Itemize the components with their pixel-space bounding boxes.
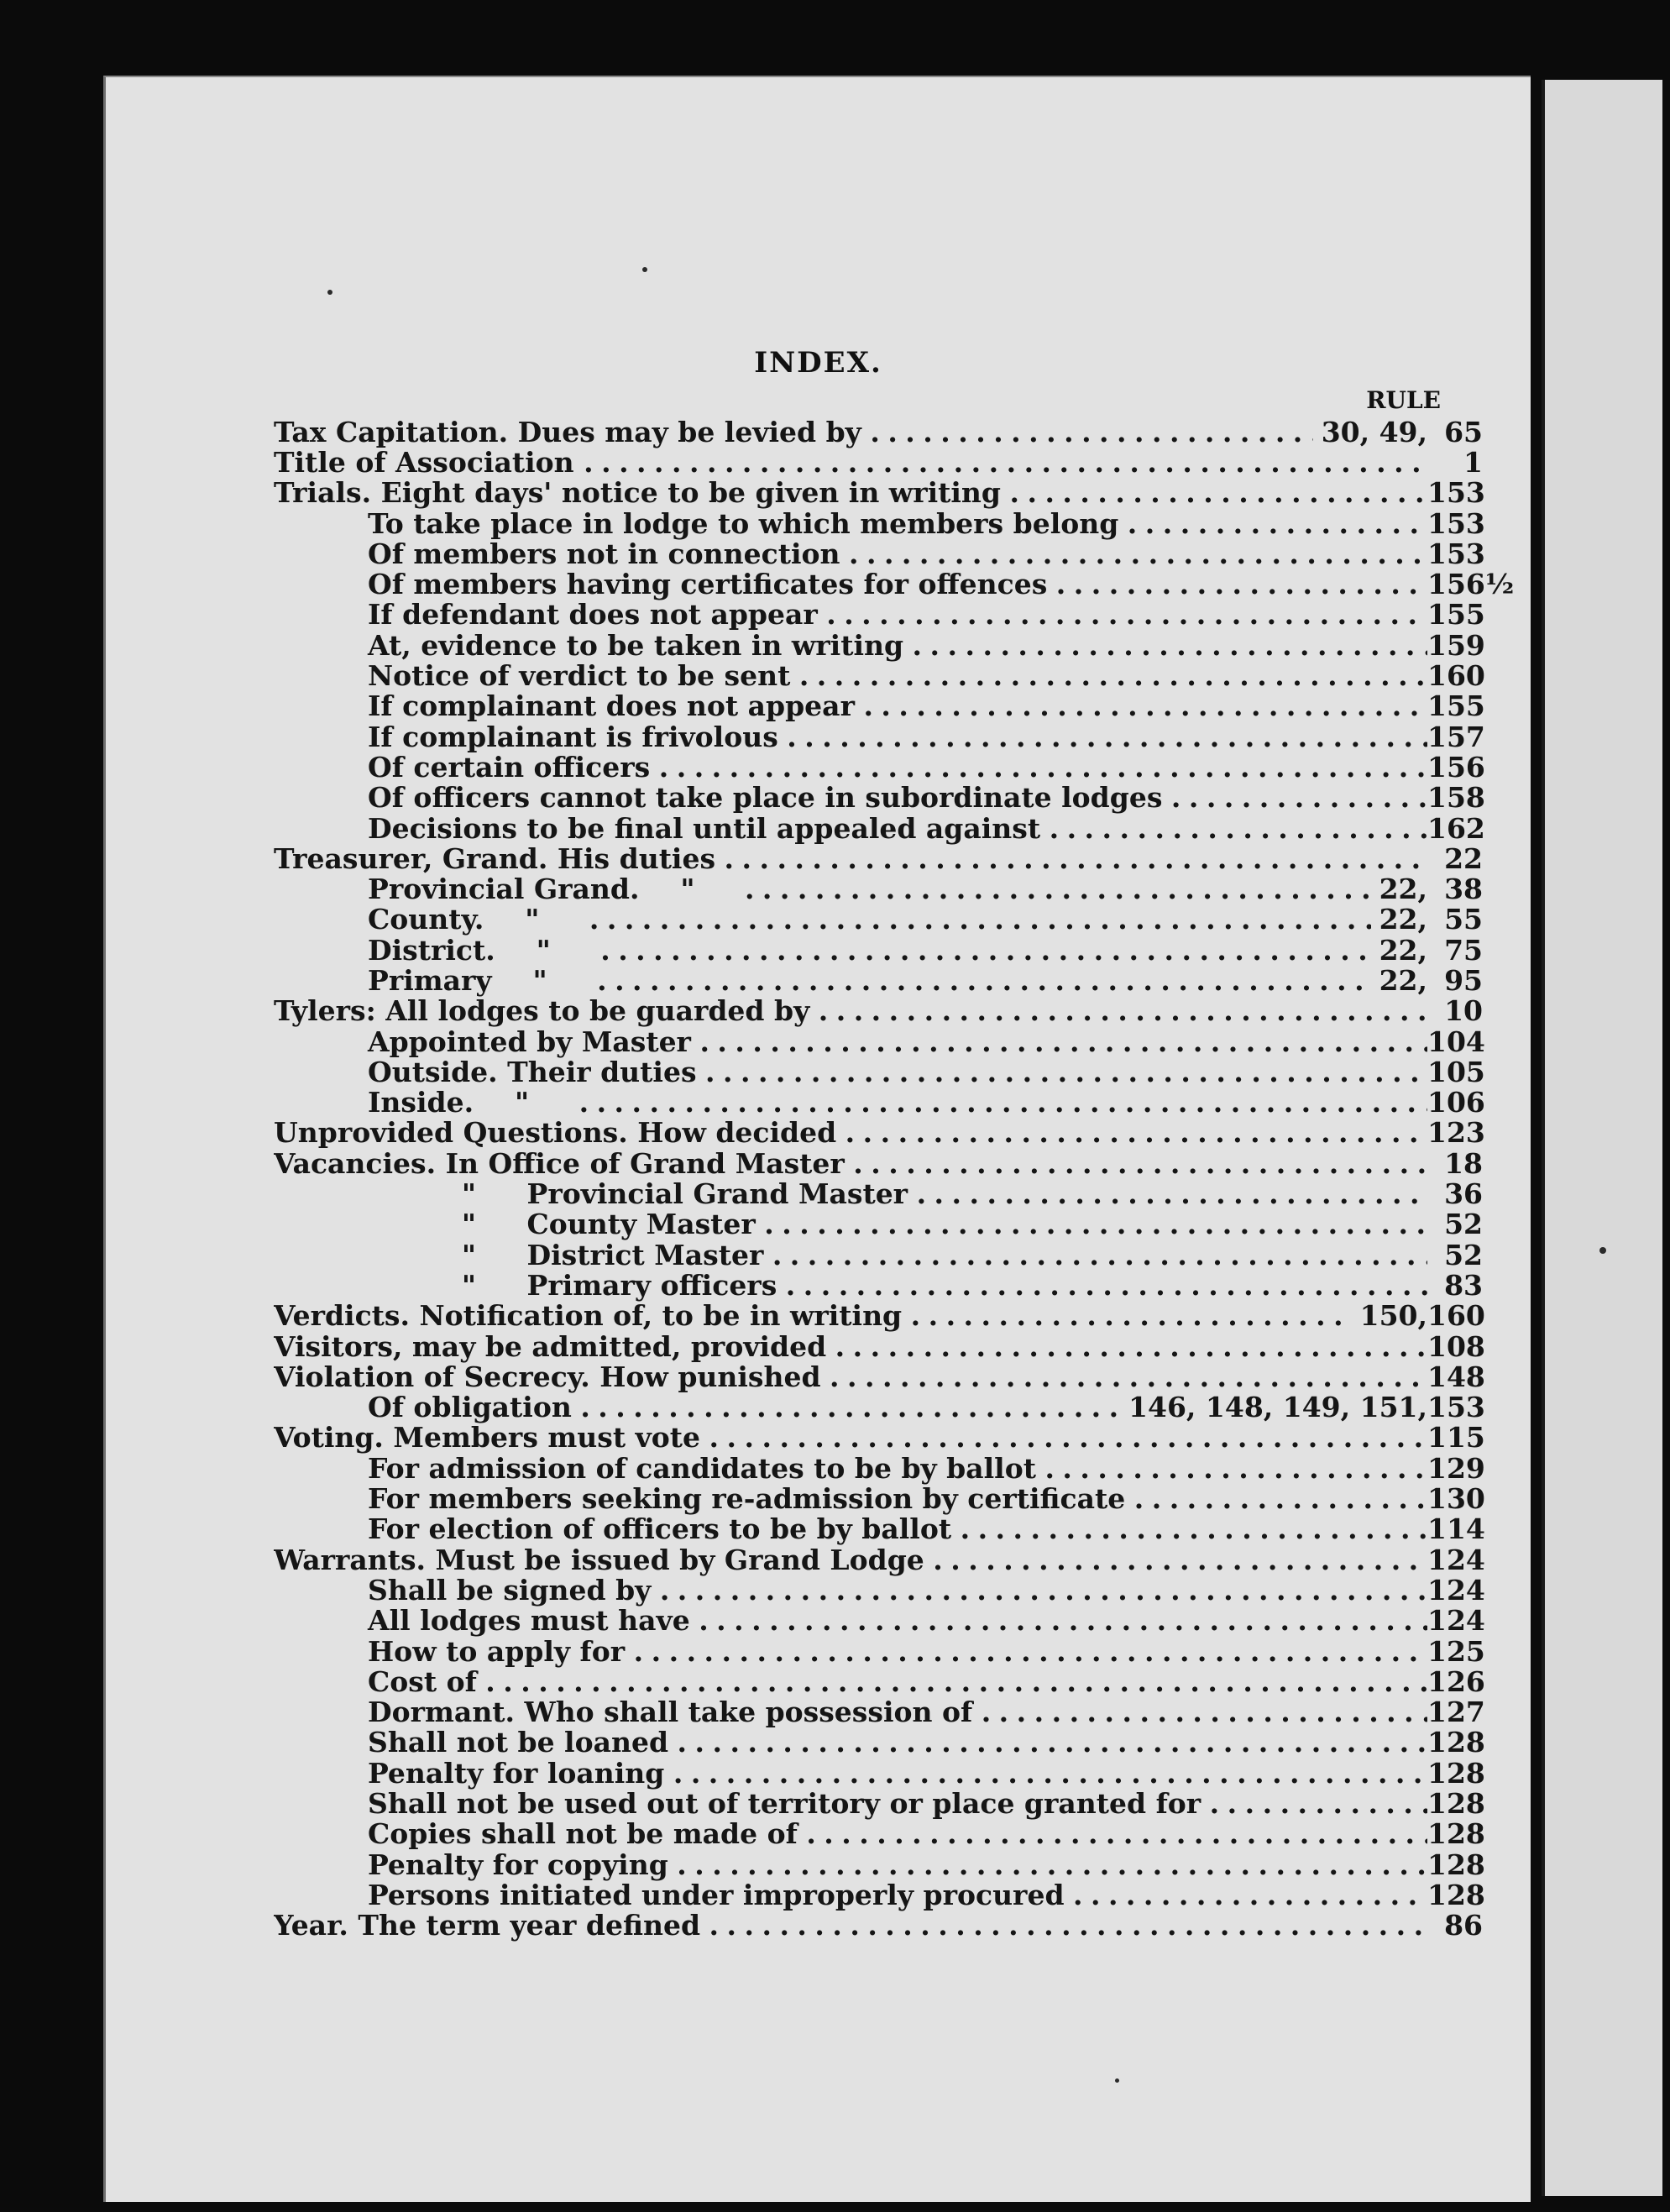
- index-entry: [274, 1787, 1485, 1821]
- entry-rule-number: 153: [1427, 1391, 1485, 1424]
- entry-rule-number: 128: [1427, 1878, 1485, 1911]
- entry-label: [274, 812, 1427, 845]
- entry-text: Must be issued by Grand Lodge: [435, 1543, 924, 1576]
- index-entry: [274, 1056, 1483, 1087]
- entry-rule-number: 128: [1427, 1787, 1485, 1821]
- entry-text: Dormant. Who shall take possession of: [368, 1696, 973, 1729]
- index-entry: [274, 508, 1483, 538]
- entry-rule-number: 156: [1427, 750, 1485, 784]
- entry-heading: Violation of Secrecy.: [274, 1360, 590, 1393]
- entry-label: [274, 1208, 1427, 1240]
- index-entry: [274, 1301, 1483, 1331]
- entry-label: [274, 1544, 1427, 1576]
- entry-text: District Master: [526, 1238, 764, 1271]
- entry-label: [274, 1421, 1427, 1454]
- index-entry: [274, 1666, 1483, 1696]
- entry-rule-number: 128: [1427, 1848, 1485, 1881]
- index-entry: [274, 691, 1483, 721]
- entry-text: At, evidence to be taken in writing: [368, 628, 904, 662]
- entry-label: [274, 1817, 1427, 1850]
- speck: [1115, 2078, 1119, 2083]
- index-entry: [274, 1482, 1485, 1516]
- entry-text: The term year defined: [358, 1909, 701, 1942]
- entry-rule-number: 155: [1427, 689, 1485, 723]
- entry-rule-number: 52: [1444, 1208, 1483, 1241]
- entry-heading: Verdicts.: [274, 1299, 410, 1333]
- entry-rule-number: 106: [1427, 1086, 1485, 1119]
- entry-heading: Tylers:: [274, 994, 376, 1028]
- entry-text: All lodges must have: [368, 1604, 690, 1638]
- entry-text: Decisions to be final until appealed against: [368, 811, 1041, 845]
- entry-label: [274, 416, 1313, 448]
- entry-rule-number: 160: [1427, 1299, 1485, 1333]
- index-entry: [274, 1088, 1483, 1118]
- entry-refs: 22,: [1379, 903, 1427, 936]
- index-entry: [274, 935, 1483, 965]
- entry-text: Provincial Grand Master: [526, 1177, 908, 1211]
- entry-rule-number: 162: [1427, 811, 1485, 845]
- entry-rule-number: 36: [1444, 1177, 1483, 1211]
- ditto-mark: ": [461, 1177, 477, 1211]
- index-entry: [274, 873, 1483, 904]
- entry-label: [274, 1909, 1427, 1942]
- entry-rule-number: 157: [1427, 720, 1485, 753]
- entry-text: For members seeking re-admission by certificate: [368, 1482, 1126, 1516]
- entry-rule-number: 127: [1427, 1696, 1485, 1729]
- entry-text: Members must vote: [393, 1421, 701, 1455]
- index-entry: [274, 538, 1483, 569]
- entry-rule-number: 83: [1444, 1268, 1483, 1302]
- entry-label: [274, 1879, 1427, 1911]
- entry-label: [274, 1665, 1427, 1698]
- entry-label: [274, 1056, 1427, 1088]
- entry-heading: Visitors,: [274, 1329, 403, 1363]
- entry-text: Primary officers: [526, 1268, 777, 1302]
- index-entry: [274, 813, 1483, 843]
- entry-label: [274, 994, 1427, 1027]
- page-title: INDEX.: [754, 346, 882, 380]
- entry-text: Of certain officers: [368, 750, 651, 784]
- ditto-mark: ": [515, 1086, 530, 1119]
- ditto-mark: ": [536, 933, 551, 967]
- entry-label: [274, 1696, 1427, 1728]
- index-entry: [274, 447, 1483, 477]
- entry-text: For election of officers to be by ballot: [368, 1512, 952, 1546]
- entry-rule-number: 124: [1427, 1543, 1485, 1576]
- entry-label: [274, 964, 1371, 997]
- index-entry: [274, 1819, 1483, 1849]
- entry-text: Eight days' notice to be given in writing: [380, 476, 1001, 510]
- entry-text: Notification of, to be in writing: [419, 1299, 903, 1333]
- entry-label: [274, 934, 1371, 967]
- entry-text: Penalty for loaning: [368, 1756, 665, 1790]
- entry-rule-number: 159: [1427, 628, 1485, 662]
- entry-label: [274, 507, 1427, 540]
- entry-label: [274, 781, 1427, 814]
- entry-text: Copies shall not be made of: [368, 1817, 798, 1851]
- entry-label: [274, 1726, 1427, 1759]
- entry-refs: 30, 49,: [1321, 415, 1427, 448]
- index-entry: [274, 1758, 1483, 1788]
- entry-rule-number: 153: [1427, 537, 1485, 570]
- entry-text: Dues may be levied by: [517, 415, 861, 448]
- ditto-mark: ": [461, 1208, 477, 1241]
- entry-text: If complainant does not appear: [368, 689, 855, 723]
- entry-text: How to apply for: [368, 1634, 626, 1668]
- index-entry: [274, 1879, 1483, 1910]
- index-entry: [274, 1696, 1483, 1727]
- entry-heading: Voting.: [274, 1421, 384, 1455]
- index-entry: [274, 843, 1483, 873]
- entry-text: To take place in lodge to which members belong: [368, 506, 1119, 540]
- index-entry: [274, 1209, 1483, 1240]
- index-entry: [274, 659, 1485, 693]
- entry-text: County Master: [526, 1208, 756, 1241]
- ditto-mark: ": [461, 1238, 477, 1271]
- entry-text: Shall not be loaned: [368, 1726, 669, 1759]
- entry-text: Of officers cannot take place in subordinate lodges: [368, 781, 1163, 815]
- entry-label: [274, 1635, 1427, 1668]
- entry-label: [274, 446, 1427, 479]
- entry-heading: Year.: [274, 1909, 348, 1942]
- entry-label: [274, 659, 1427, 692]
- entry-rule-number: 86: [1444, 1909, 1483, 1942]
- ditto-mark: ": [461, 1268, 477, 1302]
- entry-label: [274, 1512, 1427, 1545]
- entry-refs: 22,: [1379, 933, 1427, 967]
- entry-rule-number: 126: [1427, 1664, 1485, 1698]
- entry-rule-number: 55: [1444, 903, 1483, 936]
- entry-label: [274, 689, 1427, 722]
- index-entry: [274, 1911, 1483, 1941]
- entry-label: [274, 842, 1427, 875]
- entry-text: Of members not in connection: [368, 537, 840, 570]
- index-entry: [274, 1423, 1483, 1453]
- index-entry: [274, 721, 1483, 752]
- entry-text: His duties: [557, 841, 716, 875]
- entry-label: [274, 1025, 1427, 1058]
- entry-rule-number: 128: [1427, 1756, 1485, 1790]
- entry-label: [274, 1848, 1427, 1881]
- entry-text: Of members having certificates for offences: [368, 568, 1048, 601]
- entry-label: [274, 1482, 1427, 1515]
- entry-text: If complainant is frivolous: [368, 720, 778, 753]
- index-entry: [274, 1849, 1483, 1879]
- entry-heading: Tax Capitation.: [274, 415, 509, 448]
- entry-text: Outside. Their duties: [368, 1055, 697, 1088]
- entry-refs: 22,: [1379, 964, 1427, 997]
- entry-rule-number: 128: [1427, 1726, 1485, 1759]
- index-entry: [274, 1148, 1483, 1178]
- entry-rule-number: 153: [1427, 476, 1485, 510]
- speck: [642, 267, 647, 272]
- entry-rule-number: 10: [1444, 994, 1483, 1028]
- entry-rule-number: 123: [1427, 1116, 1485, 1150]
- entry-label: [274, 1086, 1427, 1119]
- entry-refs: 22,: [1379, 873, 1427, 906]
- entry-rule-number: 105: [1427, 1055, 1485, 1088]
- index-entry: [274, 600, 1483, 630]
- entry-text: How decided: [637, 1116, 837, 1150]
- entry-rule-number: 155: [1427, 598, 1485, 632]
- index-entry: [274, 1544, 1483, 1575]
- entry-text: Provincial Grand.: [368, 873, 640, 906]
- entry-text: Primary: [368, 964, 492, 997]
- entry-label: [274, 1116, 1427, 1149]
- entry-label: [274, 568, 1427, 600]
- entry-rule-number: 1: [1463, 445, 1483, 479]
- entry-rule-number: 125: [1427, 1634, 1485, 1668]
- entry-text: Notice of verdict to be sent: [368, 659, 791, 693]
- entry-rule-number: 124: [1427, 1573, 1485, 1607]
- entry-label: [274, 1330, 1427, 1363]
- entry-rule-number: 104: [1427, 1025, 1485, 1058]
- page-sheet: [103, 76, 1531, 2202]
- entry-rule-number: 129: [1427, 1451, 1485, 1485]
- index-entry: [274, 904, 1483, 935]
- entry-rule-number: 95: [1444, 964, 1483, 997]
- index-entry: [274, 1361, 1483, 1392]
- index-entry: [274, 568, 1515, 601]
- ditto-mark: ": [680, 873, 695, 906]
- index-list: [274, 415, 1515, 1942]
- entry-label: [274, 1787, 1427, 1820]
- entry-text: Shall be signed by: [368, 1573, 652, 1607]
- entry-label: [274, 751, 1427, 784]
- entry-label: [274, 1452, 1427, 1485]
- index-entry: [274, 1606, 1483, 1636]
- entry-rule-number: 65: [1444, 415, 1483, 448]
- entry-label: [274, 476, 1427, 509]
- ditto-mark: ": [525, 903, 540, 936]
- entry-text: Persons initiated under improperly procured: [368, 1878, 1065, 1911]
- entry-text: Penalty for copying: [368, 1848, 668, 1881]
- index-entry: [274, 1453, 1483, 1483]
- rule-column-header: RULE: [1366, 386, 1441, 414]
- entry-label: [274, 1177, 1427, 1210]
- entry-label: [274, 1299, 1352, 1332]
- entry-rule-number: 128: [1427, 1817, 1485, 1851]
- entry-label: [274, 598, 1427, 631]
- entry-text: In Office of Grand Master: [445, 1146, 845, 1180]
- entry-heading: Unprovided Questions.: [274, 1116, 628, 1150]
- index-entry: [274, 417, 1483, 447]
- index-entry: [274, 1514, 1483, 1544]
- entry-text: District.: [368, 933, 495, 967]
- index-entry: [274, 1177, 1483, 1211]
- entry-label: [274, 1147, 1427, 1180]
- index-entry: [274, 752, 1483, 782]
- entry-rule-number: 148: [1427, 1360, 1485, 1393]
- entry-refs: 150,: [1359, 1299, 1427, 1333]
- entry-rule-number: 124: [1427, 1604, 1485, 1638]
- entry-text: For admission of candidates to be by ballot: [368, 1451, 1036, 1485]
- entry-label: [274, 873, 1371, 905]
- entry-label: [274, 1239, 1427, 1271]
- entry-label: [274, 1574, 1427, 1607]
- index-entry: [274, 1636, 1483, 1666]
- entry-rule-number: 153: [1427, 506, 1485, 540]
- entry-rule-number: 114: [1427, 1512, 1485, 1546]
- entry-refs: 146, 148, 149, 151,: [1128, 1391, 1427, 1424]
- ditto-mark: ": [532, 964, 547, 997]
- index-entry: [274, 478, 1483, 508]
- entry-rule-number: 22: [1444, 841, 1483, 875]
- index-entry: [274, 783, 1483, 813]
- entry-text: Shall not be used out of territory or place granted for: [368, 1787, 1201, 1821]
- entry-heading: Vacancies.: [274, 1146, 437, 1180]
- index-entry: [274, 965, 1483, 995]
- entry-rule-number: 158: [1427, 781, 1485, 815]
- entry-label: [274, 1360, 1427, 1393]
- entry-text: Of obligation: [368, 1391, 572, 1424]
- entry-rule-number: 108: [1427, 1329, 1485, 1363]
- entry-text: If defendant does not appear: [368, 598, 818, 632]
- entry-rule-number: 115: [1427, 1421, 1485, 1455]
- entry-rule-number: 156½: [1427, 568, 1515, 601]
- entry-rule-number: 38: [1444, 873, 1483, 906]
- entry-rule-number: 52: [1444, 1238, 1483, 1271]
- index-entry: [274, 1026, 1483, 1056]
- speck: [1599, 1247, 1606, 1254]
- entry-rule-number: 75: [1444, 933, 1483, 967]
- facing-page-edge: [1542, 80, 1662, 2196]
- entry-label: [274, 1757, 1427, 1790]
- entry-label: [274, 629, 1427, 662]
- entry-heading: Treasurer, Grand.: [274, 841, 548, 875]
- entry-text: Inside.: [368, 1086, 474, 1119]
- entry-rule-number: 160: [1427, 659, 1485, 693]
- index-entry: [274, 630, 1483, 660]
- index-entry: [274, 1118, 1483, 1148]
- index-entry: [274, 1575, 1483, 1605]
- entry-label: [274, 1391, 1120, 1423]
- entry-heading: Title of Association: [274, 445, 574, 479]
- index-entry: [274, 996, 1483, 1026]
- index-entry: [274, 1727, 1483, 1758]
- entry-label: [274, 903, 1371, 936]
- index-entry: [274, 1270, 1483, 1300]
- entry-heading: Warrants.: [274, 1543, 427, 1576]
- entry-label: [274, 1269, 1427, 1302]
- index-entry: [274, 1240, 1483, 1270]
- entry-text: Appointed by Master: [368, 1025, 691, 1058]
- entry-text: County.: [368, 903, 484, 936]
- index-entry: [274, 1392, 1483, 1423]
- entry-text: How punished: [599, 1360, 821, 1393]
- entry-text: All lodges to be guarded by: [385, 994, 810, 1028]
- entry-label: [274, 537, 1427, 570]
- entry-heading: Trials.: [274, 476, 372, 510]
- entry-rule-number: 130: [1427, 1482, 1485, 1516]
- index-entry: [274, 1331, 1483, 1361]
- entry-rule-number: 18: [1444, 1146, 1483, 1180]
- entry-label: [274, 721, 1427, 753]
- entry-text: may be admitted, provided: [411, 1329, 827, 1363]
- entry-label: [274, 1604, 1427, 1637]
- entry-text: Cost of: [368, 1664, 477, 1698]
- speck: [327, 290, 332, 295]
